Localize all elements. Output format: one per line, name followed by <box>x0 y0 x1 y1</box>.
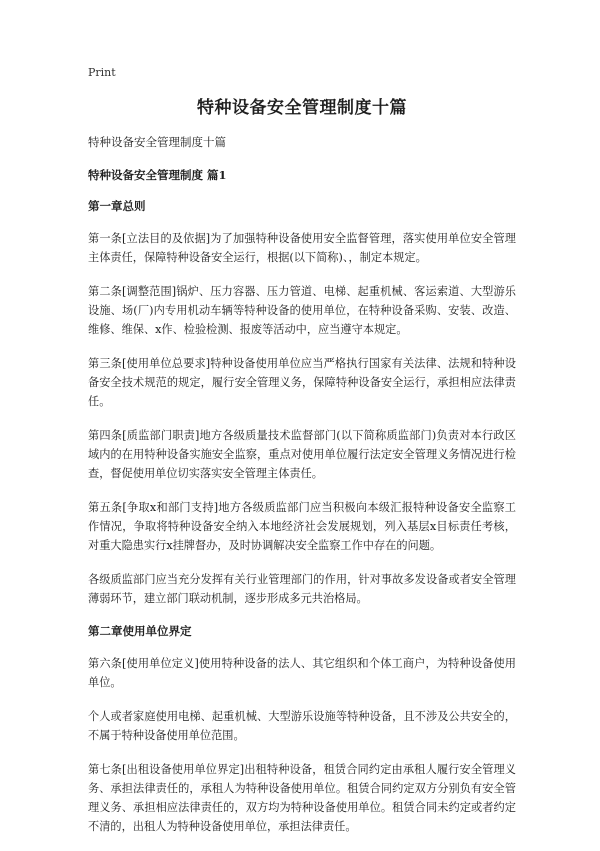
document-subtitle: 特种设备安全管理制度十篇 <box>88 135 226 149</box>
paragraph: 第四条[质监部门职责]地方各级质量技术监督部门(以下简称质监部门)负责对本行政区域内的在用特种设备实施安全监察，重点对使用单位履行法定安全管理义务情况进行检查，督促使用单位切实落实安全管理主体责任。 <box>88 429 516 480</box>
paragraph: 第一条[立法目的及依据]为了加强特种设备使用安全监督管理，落实使用单位安全管理主体责任，保障特种设备安全运行，根据(以下简称)、，制定本规定。 <box>88 232 516 264</box>
print-label[interactable]: Print <box>88 66 116 79</box>
paragraph: 第三条[使用单位总要求]特种设备使用单位应当严格执行国家有关法律、法规和特种设备安全技术规范的规定，履行安全管理义务，保障特种设备安全运行，承担相应法律责任。 <box>88 357 516 408</box>
paragraph: 第七条[出租设备使用单位界定]出租特种设备，租赁合同约定由承租人履行安全管理义务、承担法律责任的，承租人为特种设备使用单位。租赁合同约定双方分别负有安全管理义务、承担相应法律责任的，双方均为特种设备使用单位。租赁合同未约定或者约定不清的，出租人为特种设备使用单位，承担法律责任。 <box>88 763 516 833</box>
section-heading: 特种设备安全管理制度 篇1 <box>88 168 227 182</box>
paragraph: 第二条[调整范围]锅炉、压力容器、压力管道、电梯、起重机械、客运索道、大型游乐设施、场(厂)内专用机动车辆等特种设备的使用单位，在特种设备采购、安装、改造、维修、维保、x作、检验检测、报废等活动中，应当遵守本规定。 <box>88 285 516 336</box>
document-page <box>88 66 516 851</box>
paragraph: 第六条[使用单位定义]使用特种设备的法人、其它组织和个体工商户，为特种设备使用单位。 <box>88 657 516 689</box>
paragraph: 个人或者家庭使用电梯、起重机械、大型游乐设施等特种设备，且不涉及公共安全的，不属于特种设备使用单位范围。 <box>88 710 516 742</box>
document-title: 特种设备安全管理制度十篇 <box>197 98 407 118</box>
paragraph: 第五条[争取x和部门支持]地方各级质监部门应当积极向本级汇报特种设备安全监察工作情况，争取将特种设备安全纳入本地经济社会发展规划，列入基层x目标责任考核，对重大隐患实行x挂牌督办，及时协调解决安全监察工作中存在的问题。 <box>88 501 516 552</box>
document-body <box>88 167 516 836</box>
section-heading: 第一章总则 <box>88 199 146 213</box>
paragraph: 各级质监部门应当充分发挥有关行业管理部门的作用，针对事故多发设备或者安全管理薄弱环节，建立部门联动机制，逐步形成多元共治格局。 <box>88 573 516 605</box>
section-heading: 第二章使用单位界定 <box>88 624 192 638</box>
